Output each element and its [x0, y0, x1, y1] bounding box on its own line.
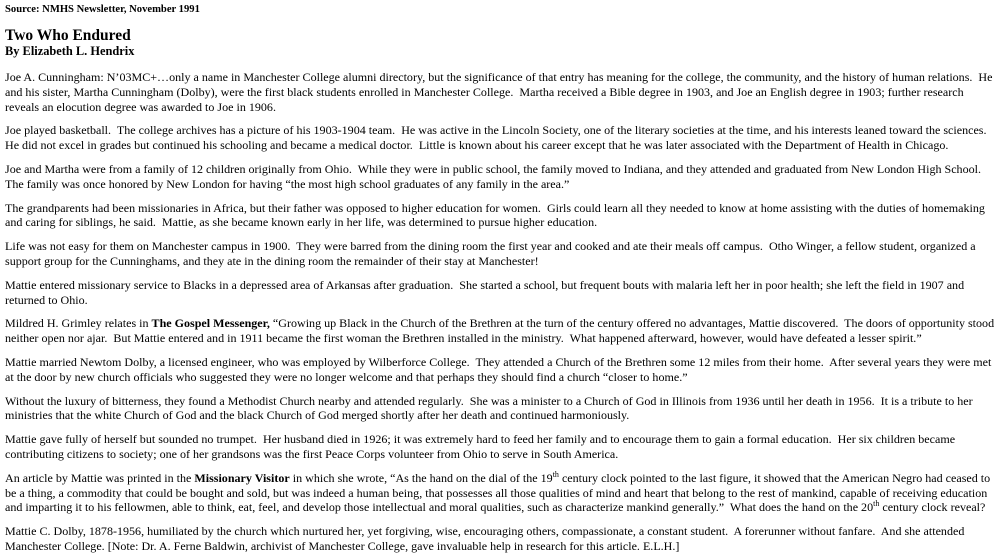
paragraph-text-before: Mildred H. Grimley relates in	[5, 316, 152, 331]
paragraph-text-before: An article by Mattie was printed in the	[5, 470, 195, 485]
paragraph-text-after: century clock reveal?	[879, 500, 986, 515]
source-line: Source: NMHS Newsletter, November 1991	[5, 4, 200, 15]
paragraph-1	[5, 70, 996, 114]
paragraph-7	[5, 316, 996, 346]
superscript-th: th	[873, 499, 880, 509]
superscript-th: th	[552, 469, 559, 479]
paragraph-text: Joe and Martha were from a family of 12 children originally from Ohio. While they were in public school, the family moved to Indiana, and they attended and graduated from New London High School. The family was once honored by New London for having “the most high school graduates of any family in the area.”	[5, 161, 987, 191]
paragraph-text: Joe A. Cunningham: N’03MC+…only a name in Manchester College alumni directory, but the significance of that entry has meaning for the college, the community, and the history of human relations. He and his sister, Martha Cunningham (Dolby), were the first black students enrolled in Manchester College. Martha received a Bible degree in 1903, and Joe an English degree in 1903; further research reveals an elocution degree was awarded to Joe in 1906.	[5, 70, 996, 114]
paragraph-text: Mattie entered missionary service to Blacks in a depressed area of Arkansas after graduation. She started a school, but frequent bouts with malaria left her in poor health; she left the field in 1907 and returned to Ohio.	[5, 277, 968, 307]
paragraph-2	[5, 123, 996, 153]
paragraph-text: Life was not easy for them on Manchester campus in 1900. They were barred from the dining room the first year and cooked and ate their meals off campus. Otho Winger, a fellow student, organized a support group for the Cunninghams, and they ate in the dining room the remainder of their stay at Manchester!	[5, 239, 979, 268]
article-byline: By Elizabeth L. Hendrix	[5, 44, 135, 58]
paragraph-text: The grandparents had been missionaries in Africa, but their father was opposed to higher education for women. Girls could learn all they needed to know at home assisting with the duties of homemaking and caring for siblings, he said. Mattie, as she became known early in her life, was determined to pursue higher education.	[5, 200, 988, 230]
paragraph-11	[5, 471, 996, 515]
paragraph-10	[5, 432, 996, 462]
paragraph-text: Joe played basketball. The college archives has a picture of his 1903-1904 team. He was active in the Lincoln Society, one of the literary societies at the time, and his interests leaned toward the sciences. He did not excel in grades but continued his schooling and became a medical doctor. Little is known about his career except that he was later associated with the Department of Health in Chicago.	[5, 123, 993, 153]
article-title: Two Who Endured	[5, 27, 131, 44]
paragraph-text: Without the luxury of bitterness, they found a Methodist Church nearby and attended regularly. She was a minister to a Church of God in Illinois from 1936 until her death in 1956. It is a tribute to her ministries that the white Church of God and the black Church of God merged shortly after her death and continued harmoniously.	[5, 393, 976, 423]
publication-gospel-messenger: The Gospel Messenger,	[151, 316, 270, 331]
paragraph-text: Mattie C. Dolby, 1878-1956, humiliated by the church which nurtured her, yet forgiving, wise, encouraging others, compassionate, a constant student. A forerunner without fanfare. And she attended Manchester College. [Note: Dr. A. Ferne Baldwin, archivist of Manchester College, gave invaluable help in research for this article. E.L.H.]	[5, 524, 968, 553]
paragraph-text: Mattie gave fully of herself but sounded no trumpet. Her husband died in 1926; it was extremely hard to feed her family and to encourage them to gain a formal education. Her six children became contributing citizens to society; one of her grandsons was the first Peace Corps volunteer from Ohio to serve in South America.	[5, 432, 959, 461]
paragraph-text-after: “Growing up Black in the Church of the Brethren at the turn of the century offered no advantages, Mattie discovered. The doors of opportunity stood neither open nor ajar. But Mattie entered and in 1911 became the first woman the Brethren installed in the ministry. What happened afterward, however, would have defeated a lesser spirit.”	[5, 316, 998, 346]
paragraph-text-middle: century clock pointed to the last figure, it showed that the American Negro had ceased to be a thing, a commodity that could be bought and sold, but was indeed a human being, that possesses all those qualities of mind and heart that belong to the rest of mankind, capable of receiving education and imparting it to his fellowmen, able to think, eat, feel, and develop those intellectual and moral qualities, such as characterize mankind generally.” What does the hand on the 20	[5, 470, 994, 515]
publication-missionary-visitor: Missionary Visitor	[194, 470, 290, 485]
paragraph-text: Mattie married Newtom Dolby, a licensed engineer, who was employed by Wilberforce College. They attended a Church of the Brethren some 12 miles from their home. After several years they were met at the door by new church officials who suggested they were no longer welcome and that perhaps they should find a church “closer to home.”	[5, 354, 995, 384]
paragraph-6	[5, 278, 996, 308]
paragraph-3	[5, 162, 996, 192]
paragraph-4	[5, 201, 996, 231]
paragraph-9	[5, 394, 996, 424]
paragraph-8	[5, 355, 996, 385]
paragraph-12	[5, 524, 996, 554]
paragraph-5	[5, 239, 996, 269]
paragraph-text-middle: in which she wrote, “As the hand on the dial of the 19	[289, 470, 553, 485]
